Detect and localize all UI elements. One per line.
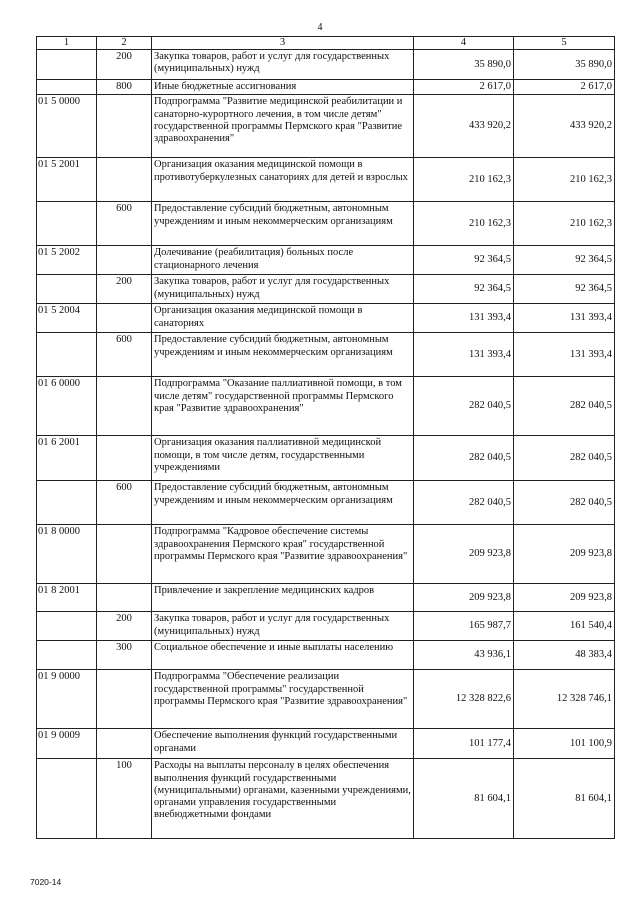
row-value-5: 12 328 746,1 [514,670,615,729]
table-row [37,670,615,729]
table-row [37,641,615,670]
row-code: 01 6 2001 [37,436,97,481]
row-name: Предоставление субсидий бюджетным, автономным учреждениям и иным некоммерческим организациям [152,481,414,525]
row-code [37,333,97,377]
row-expense-type [97,584,152,612]
row-expense-type: 600 [97,333,152,377]
column-header: 2 [97,37,152,50]
row-expense-type: 600 [97,202,152,246]
row-name: Закупка товаров, работ и услуг для государственных (муниципальных) нужд [152,275,414,304]
row-code [37,612,97,641]
budget-table [36,36,615,839]
row-value-4: 81 604,1 [414,759,514,839]
row-value-5: 209 923,8 [514,584,615,612]
row-value-5: 433 920,2 [514,95,615,158]
row-expense-type [97,377,152,436]
row-code [37,481,97,525]
table-row [37,481,615,525]
row-value-5: 282 040,5 [514,481,615,525]
row-name: Подпрограмма "Развитие медицинской реабилитации и санаторно-курортного лечения, в том числе детям" государственной программы Пермского края "Развитие здравоохранения" [152,95,414,158]
table-row [37,729,615,759]
row-code: 01 5 2001 [37,158,97,202]
row-value-4: 209 923,8 [414,525,514,584]
row-value-4: 101 177,4 [414,729,514,759]
row-name: Расходы на выплаты персоналу в целях обеспечения выполнения функций государственными (муниципальными) органами, казенными учреждениями, органами управления государственными внебюджетными фондами [152,759,414,839]
row-value-4: 131 393,4 [414,304,514,333]
table-row [37,525,615,584]
row-value-5: 282 040,5 [514,377,615,436]
row-value-5: 282 040,5 [514,436,615,481]
row-value-4: 165 987,7 [414,612,514,641]
row-value-5: 210 162,3 [514,202,615,246]
row-expense-type [97,525,152,584]
table-body [37,50,615,839]
row-value-5: 210 162,3 [514,158,615,202]
row-name: Закупка товаров, работ и услуг для государственных (муниципальных) нужд [152,50,414,80]
row-value-5: 101 100,9 [514,729,615,759]
row-value-4: 433 920,2 [414,95,514,158]
row-value-5: 81 604,1 [514,759,615,839]
row-value-4: 282 040,5 [414,377,514,436]
row-expense-type: 300 [97,641,152,670]
row-expense-type: 100 [97,759,152,839]
row-code: 01 8 2001 [37,584,97,612]
row-code: 01 5 0000 [37,95,97,158]
row-code [37,80,97,95]
row-name: Обеспечение выполнения функций государственными органами [152,729,414,759]
row-name: Привлечение и закрепление медицинских кадров [152,584,414,612]
row-name: Социальное обеспечение и иные выплаты населению [152,641,414,670]
row-value-5: 92 364,5 [514,246,615,275]
row-name: Предоставление субсидий бюджетным, автономным учреждениям и иным некоммерческим организациям [152,333,414,377]
row-value-5: 161 540,4 [514,612,615,641]
table-row [37,759,615,839]
table-row [37,202,615,246]
row-value-4: 2 617,0 [414,80,514,95]
row-name: Организация оказания паллиативной медицинской помощи, в том числе детям, государственными учреждениями [152,436,414,481]
row-value-4: 12 328 822,6 [414,670,514,729]
row-name: Подпрограмма "Кадровое обеспечение системы здравоохранения Пермского края" государственной программы Пермского края "Развитие здравоохранения" [152,525,414,584]
row-expense-type [97,158,152,202]
row-code [37,641,97,670]
table-row [37,246,615,275]
row-name: Организация оказания медицинской помощи в санаториях [152,304,414,333]
header-row [37,37,615,50]
row-name: Закупка товаров, работ и услуг для государственных (муниципальных) нужд [152,612,414,641]
row-value-4: 209 923,8 [414,584,514,612]
row-value-4: 131 393,4 [414,333,514,377]
row-name: Долечивание (реабилитация) больных после стационарного лечения [152,246,414,275]
row-value-4: 35 890,0 [414,50,514,80]
row-code: 01 9 0000 [37,670,97,729]
row-code: 01 5 2004 [37,304,97,333]
row-code: 01 6 0000 [37,377,97,436]
row-expense-type [97,246,152,275]
row-expense-type [97,436,152,481]
row-expense-type: 600 [97,481,152,525]
row-code [37,759,97,839]
row-name: Предоставление субсидий бюджетным, автономным учреждениям и иным некоммерческим организациям [152,202,414,246]
column-header: 4 [414,37,514,50]
row-expense-type: 800 [97,80,152,95]
table-row [37,436,615,481]
row-value-4: 43 936,1 [414,641,514,670]
row-expense-type: 200 [97,275,152,304]
row-expense-type [97,304,152,333]
row-expense-type [97,670,152,729]
row-code: 01 8 0000 [37,525,97,584]
table-row [37,50,615,80]
row-value-5: 35 890,0 [514,50,615,80]
row-expense-type: 200 [97,612,152,641]
row-value-4: 92 364,5 [414,246,514,275]
row-value-5: 92 364,5 [514,275,615,304]
row-expense-type [97,729,152,759]
table-row [37,275,615,304]
row-name: Подпрограмма "Обеспечение реализации государственной программы" государственной программы Пермского края "Развитие здравоохранения" [152,670,414,729]
row-value-5: 209 923,8 [514,525,615,584]
footer-code: 7020-14 [30,877,62,887]
row-value-5: 48 383,4 [514,641,615,670]
row-value-4: 210 162,3 [414,158,514,202]
column-header: 1 [37,37,97,50]
row-value-5: 131 393,4 [514,333,615,377]
row-value-5: 2 617,0 [514,80,615,95]
row-value-4: 210 162,3 [414,202,514,246]
row-name: Организация оказания медицинской помощи в противотуберкулезных санаториях для детей и взрослых [152,158,414,202]
table-row [37,584,615,612]
table-row [37,95,615,158]
table-row [37,158,615,202]
row-expense-type [97,95,152,158]
row-value-4: 282 040,5 [414,436,514,481]
row-code: 01 5 2002 [37,246,97,275]
row-name: Иные бюджетные ассигнования [152,80,414,95]
column-header: 3 [152,37,414,50]
row-code [37,50,97,80]
row-code: 01 9 0009 [37,729,97,759]
row-expense-type: 200 [97,50,152,80]
row-code [37,275,97,304]
table-row [37,304,615,333]
page-number: 4 [317,22,323,33]
row-value-5: 131 393,4 [514,304,615,333]
row-value-4: 92 364,5 [414,275,514,304]
row-value-4: 282 040,5 [414,481,514,525]
row-name: Подпрограмма "Оказание паллиативной помощи, в том числе детям" государственной программы Пермского края "Развитие здравоохранения" [152,377,414,436]
table-row [37,612,615,641]
row-code [37,202,97,246]
table-row [37,333,615,377]
column-header: 5 [514,37,615,50]
table-row [37,80,615,95]
table-row [37,377,615,436]
